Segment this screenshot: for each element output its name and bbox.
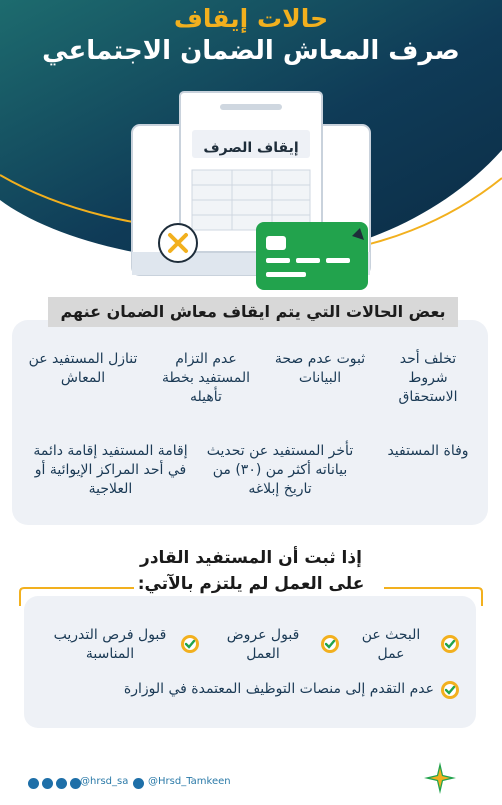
title-line-1: حالات إيقاف bbox=[173, 4, 329, 33]
case-item: ثبوت عدم صحة البيانات bbox=[274, 351, 366, 386]
ministry-logo bbox=[420, 758, 460, 798]
check-icon bbox=[180, 634, 200, 654]
footer-handle-2[interactable]: @Hrsd_Tamkeen bbox=[148, 776, 231, 787]
check-icon bbox=[320, 634, 340, 654]
youtube-icon[interactable] bbox=[42, 778, 53, 789]
document-label: إيقاف الصرف bbox=[203, 140, 299, 156]
close-icon bbox=[159, 224, 197, 262]
social-icons bbox=[28, 778, 81, 789]
title-line-2: صرف المعاش الضمان الاجتماعي bbox=[42, 36, 460, 66]
card-icon bbox=[256, 222, 368, 290]
check-icon bbox=[440, 680, 460, 700]
check-icon bbox=[440, 634, 460, 654]
requirement-option: البحث عن عمل bbox=[361, 627, 421, 662]
twitter-icon[interactable] bbox=[133, 778, 144, 789]
case-item: تخلف أحد شروط الاستحقاق bbox=[398, 351, 458, 405]
twitter-icon[interactable] bbox=[28, 778, 39, 789]
section2-title-line2: على العمل لم يلتزم بالآتي: bbox=[137, 574, 365, 594]
section2-title-line1: إذا ثبت أن المستفيد القادر bbox=[140, 548, 362, 568]
case-item: وفاة المستفيد bbox=[387, 443, 469, 459]
case-item: عدم التزام المستفيد بخطة تأهيله bbox=[162, 351, 250, 405]
requirement-option: قبول فرص التدريب المناسبة bbox=[53, 627, 167, 662]
case-item: إقامة المستفيد إقامة دائمة في أحد المراكز الإيوائية أو العلاجية bbox=[33, 443, 188, 497]
requirement-option: قبول عروض العمل bbox=[226, 627, 300, 662]
facebook-icon[interactable] bbox=[56, 778, 67, 789]
requirement-option: عدم التقدم إلى منصات التوظيف المعتمدة في الوزارة bbox=[123, 681, 434, 697]
section1-banner: بعض الحالات التي يتم ايقاف معاش الضمان عنهم bbox=[48, 297, 458, 327]
case-item: تأخر المستفيد عن تحديث بياناته أكثر من (٣٠) من تاريخ إبلاغه bbox=[206, 443, 354, 497]
footer-handle-1[interactable]: @hrsd_sa bbox=[80, 776, 129, 787]
case-item: تنازل المستفيد عن المعاش bbox=[28, 351, 138, 386]
hero-section bbox=[0, 0, 502, 300]
